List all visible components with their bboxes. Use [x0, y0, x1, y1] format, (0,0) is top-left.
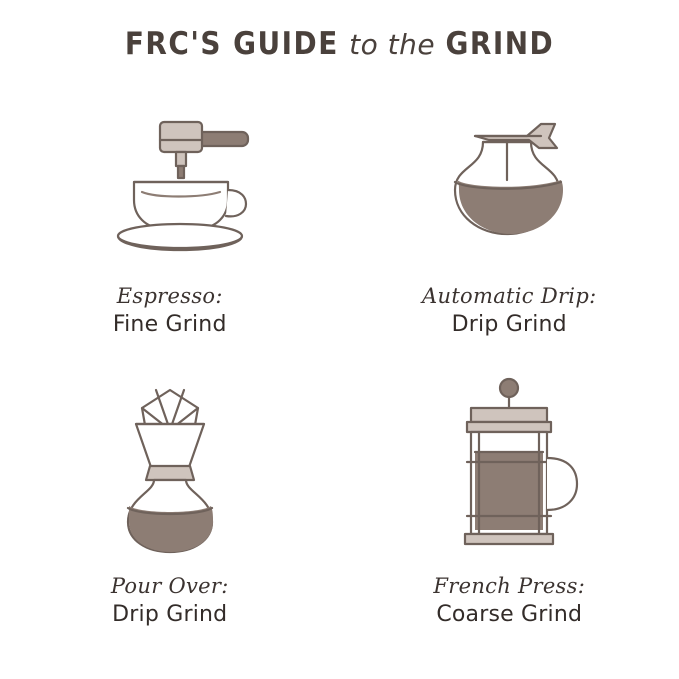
- espresso-machine-icon: [70, 86, 270, 266]
- caption-french-press: [433, 572, 585, 630]
- method-card-french-press: [340, 376, 679, 666]
- title-part-2: to the: [349, 28, 436, 61]
- grind-label: Drip Grind: [451, 312, 567, 337]
- page-title: [0, 0, 679, 65]
- pour-over-chemex-icon: [70, 376, 270, 556]
- caption-automatic-drip: [422, 282, 596, 340]
- method-label: Pour Over:: [110, 574, 229, 598]
- method-label: French Press:: [433, 574, 586, 598]
- method-label: Automatic Drip:: [422, 284, 597, 308]
- grind-label: Coarse Grind: [436, 602, 583, 627]
- title-part-3: GRIND: [445, 26, 555, 62]
- caption-espresso: [113, 282, 227, 340]
- grind-label: Drip Grind: [112, 602, 228, 627]
- methods-grid: [0, 86, 679, 666]
- coffee-carafe-icon: [409, 86, 609, 266]
- method-label: Espresso:: [116, 284, 223, 308]
- method-card-automatic-drip: [340, 86, 679, 376]
- method-card-pour-over: [0, 376, 340, 666]
- caption-pour-over: [111, 572, 229, 630]
- grind-label: Fine Grind: [112, 312, 227, 337]
- title-part-1: FRC'S GUIDE: [124, 26, 339, 62]
- method-card-espresso: [0, 86, 340, 376]
- french-press-icon: [409, 376, 609, 556]
